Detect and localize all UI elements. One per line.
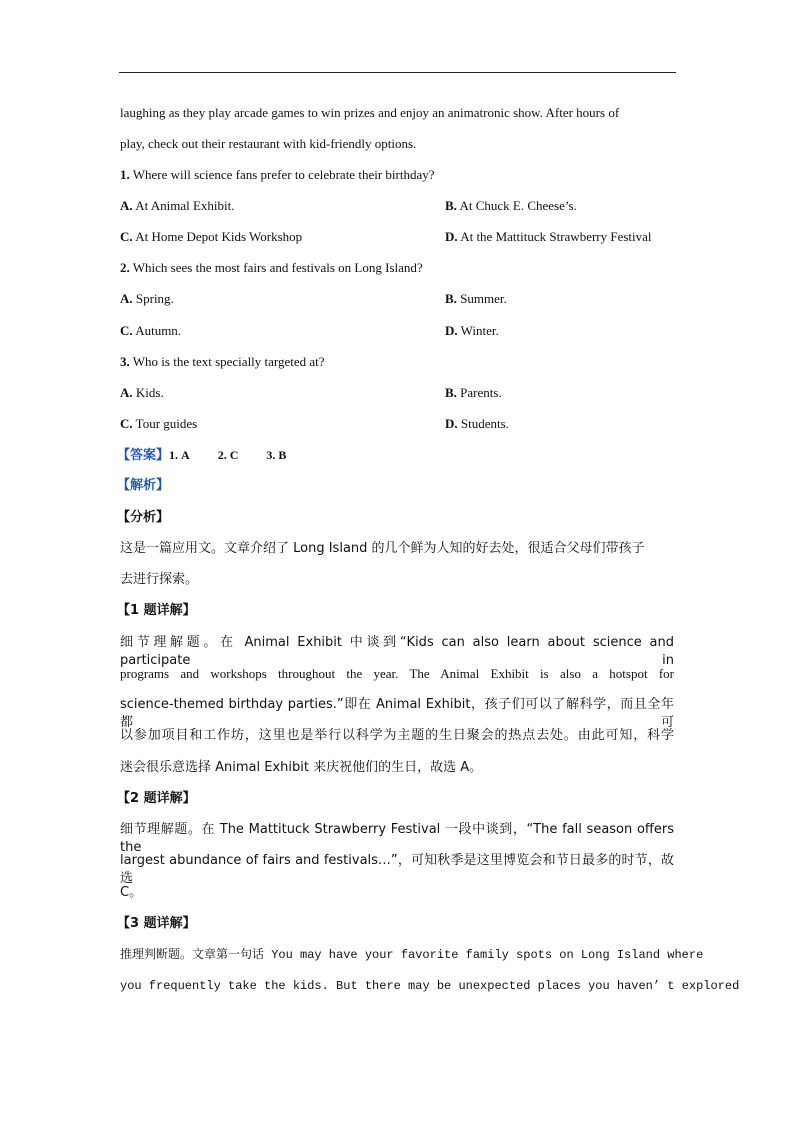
q2-detail-line: 细节理解题。在 The Mattituck Strawberry Festival 一段中谈到，“The fall season offers the: [120, 822, 674, 855]
q2-detail-label: 【2 题详解】: [117, 791, 196, 806]
question-text: Which sees the most fairs and festivals on Long Island?: [132, 260, 423, 275]
header-rule: [119, 72, 676, 73]
option-3c: C. Tour guides: [120, 416, 198, 431]
q1-detail-line: 以参加项目和工作坊，这里也是举行以科学为主题的生日聚会的热点去处。由此可知，科学: [120, 728, 674, 743]
option-1b: B. At Chuck E. Cheese’s.: [445, 198, 577, 213]
jiexi-label: 【解析】: [117, 478, 170, 493]
q1-detail-line: science-themed birthday parties.”即在 Animal Exhibit，孩子们可以了解科学，而且全年都可: [120, 697, 674, 730]
fenxi-line: 这是一篇应用文。文章介绍了 Long Island 的几个鲜为人知的好去处，很适合父母们带孩子: [120, 541, 645, 556]
option-3d: D. Students.: [445, 416, 509, 431]
option-3b: B. Parents.: [445, 385, 502, 400]
question-number: 2.: [120, 260, 130, 275]
option-2b: B. Summer.: [445, 291, 507, 306]
q3-detail-line: 推理判断题。文章第一句话 You may have your favorite family spots on Long Island where: [120, 948, 704, 962]
question-number: 3.: [120, 354, 130, 369]
option-2c: C. Autumn.: [120, 323, 182, 338]
q3-detail-line: you frequently take the kids. But there may be unexpected places you haven’ t explored: [120, 979, 740, 993]
question-text: Where will science fans prefer to celebrate their birthday?: [132, 167, 435, 182]
question-text: Who is the text specially targeted at?: [132, 354, 325, 369]
question-2: [120, 259, 423, 277]
option-1a: A. At Animal Exhibit.: [120, 198, 235, 213]
q1-detail-line: 迷会很乐意选择 Animal Exhibit 来庆祝他们的生日，故选 A。: [120, 760, 483, 775]
question-1: [120, 166, 435, 184]
answer-line: 【答案】1. A 2. C 3. B: [117, 448, 287, 463]
passage-line: laughing as they play arcade games to win prizes and enjoy an animatronic show. After hours of: [120, 105, 620, 120]
question-3: [120, 353, 325, 371]
question-number: 1.: [120, 167, 130, 182]
option-1c: C. At Home Depot Kids Workshop: [120, 229, 303, 244]
q3-detail-label: 【3 题详解】: [117, 916, 196, 931]
q2-detail-line: largest abundance of fairs and festivals…”，可知秋季是这里博览会和节日最多的时节，故选: [120, 853, 674, 886]
option-2a: A. Spring.: [120, 291, 174, 306]
passage-line: play, check out their restaurant with kid-friendly options.: [120, 136, 417, 151]
q1-detail-line: 细节理解题。在 Animal Exhibit 中谈到“Kids can also learn about science and participate in: [120, 635, 674, 668]
q2-detail-line: C。: [120, 885, 143, 900]
fenxi-line: 去进行探索。: [120, 572, 199, 587]
fenxi-label: 【分析】: [117, 510, 170, 525]
answer-label: 【答案】: [117, 448, 170, 463]
option-1d: D. At the Mattituck Strawberry Festival: [445, 229, 652, 244]
q1-detail-label: 【1 题详解】: [117, 603, 196, 618]
q1-detail-line: programs and workshops throughout the year. The Animal Exhibit is also a hotspot for: [120, 666, 674, 681]
option-3a: A. Kids.: [120, 385, 164, 400]
option-2d: D. Winter.: [445, 323, 499, 338]
